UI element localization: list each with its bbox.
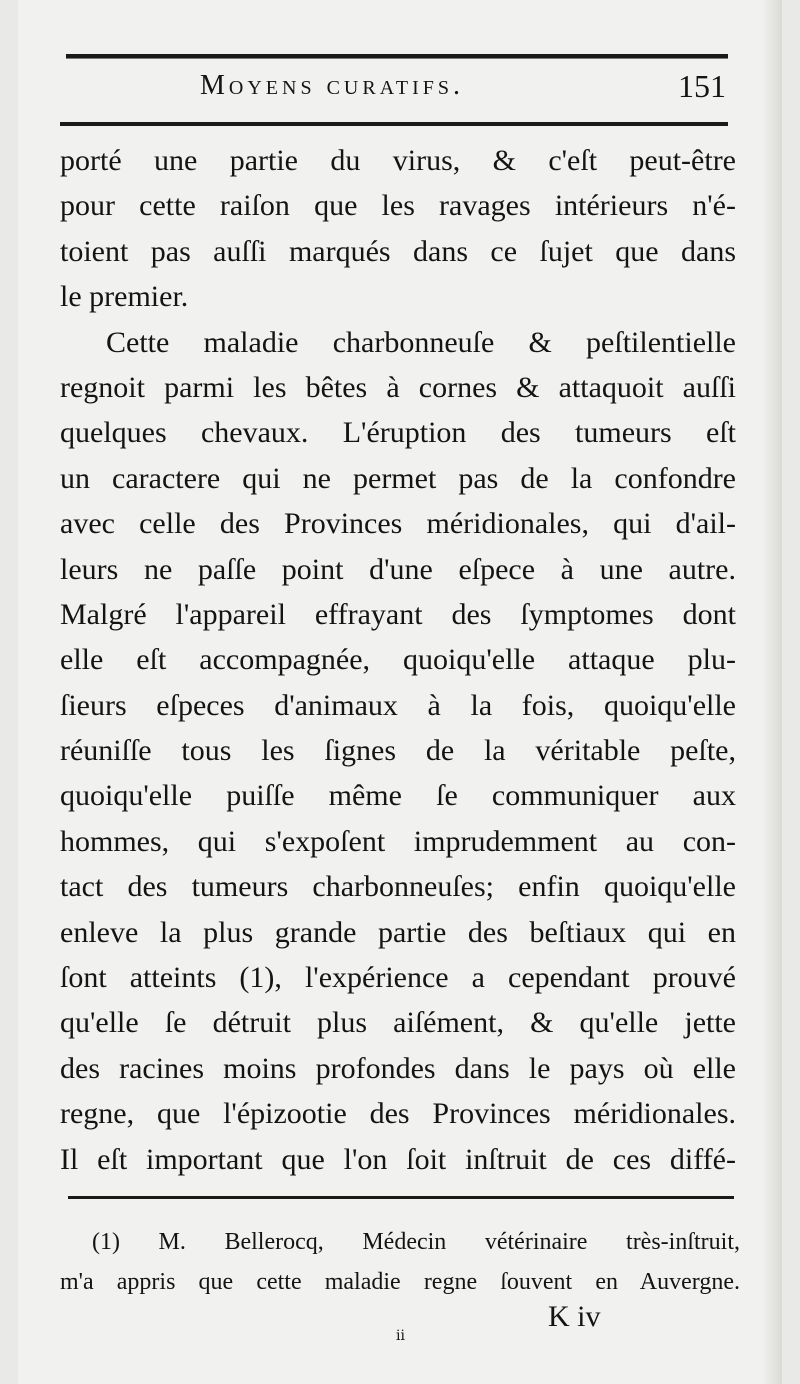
printer-mark: ⅱ [396, 1329, 405, 1344]
text-line: Malgré l'appareil effrayant des ſymptomes dont [60, 597, 736, 631]
text-line: pour cette raiſon que les ravages intérieurs n'é- [60, 189, 736, 223]
top-rule-hairline [66, 58, 728, 59]
text-line: Il eſt important que l'on ſoit inſtruit de ces diffé- [60, 1142, 736, 1176]
page-edge-shadow [762, 0, 782, 1384]
head-rule [60, 122, 728, 126]
signature-mark: K iv [548, 1300, 601, 1333]
text-line: tact des tumeurs charbonneuſes; enfin quoiqu'elle [60, 870, 736, 904]
running-head: Moyens curatifs. [200, 70, 465, 101]
text-line: quelques chevaux. L'éruption des tumeurs eſt [60, 416, 736, 450]
text-line: avec celle des Provinces méridionales, qui d'ail- [60, 507, 736, 541]
text-line: enleve la plus grande partie des beſtiaux qui en [60, 915, 736, 949]
text-line: le premier. [60, 280, 189, 314]
text-line: regnoit parmi les bêtes à cornes & attaquoit auſſi [60, 370, 736, 404]
text-line: elle eſt accompagnée, quoiqu'elle attaque plu- [60, 643, 736, 677]
text-line: ſieurs eſpeces d'animaux à la fois, quoiqu'elle [60, 688, 736, 722]
text-line: un caractere qui ne permet pas de la confondre [60, 461, 736, 495]
text-line: Cette maladie charbonneuſe & peſtilentielle [106, 325, 736, 359]
footnote-rule [68, 1196, 734, 1199]
page-number: 151 [678, 68, 726, 104]
text-line: hommes, qui s'expoſent imprudemment au con- [60, 824, 736, 858]
text-line: regne, que l'épizootie des Provinces méridionales. [60, 1097, 736, 1131]
text-line: toient pas auſſi marqués dans ce ſujet que dans [60, 234, 736, 268]
text-line: porté une partie du virus, & c'eſt peut-être [60, 144, 736, 177]
text-line: leurs ne paſſe point d'une eſpece à une autre. [60, 552, 736, 586]
text-line: ſont atteints (1), l'expérience a cependant prouvé [60, 961, 736, 995]
text-line: quoiqu'elle puiſſe même ſe communiquer aux [60, 779, 736, 813]
footnote [60, 1222, 740, 1302]
footnote-line: m'a appris que cette maladie regne ſouvent en Auvergne. [60, 1269, 740, 1295]
body-text [60, 138, 736, 1182]
text-line: des racines moins profondes dans le pays où elle [60, 1051, 736, 1085]
text-line: réuniſſe tous les ſignes de la véritable peſte, [60, 734, 736, 768]
footnote-line: (1) M. Bellerocq, Médecin vétérinaire très-inſtruit, [92, 1229, 740, 1255]
text-line: qu'elle ſe détruit plus aiſément, & qu'elle jette [60, 1006, 736, 1040]
